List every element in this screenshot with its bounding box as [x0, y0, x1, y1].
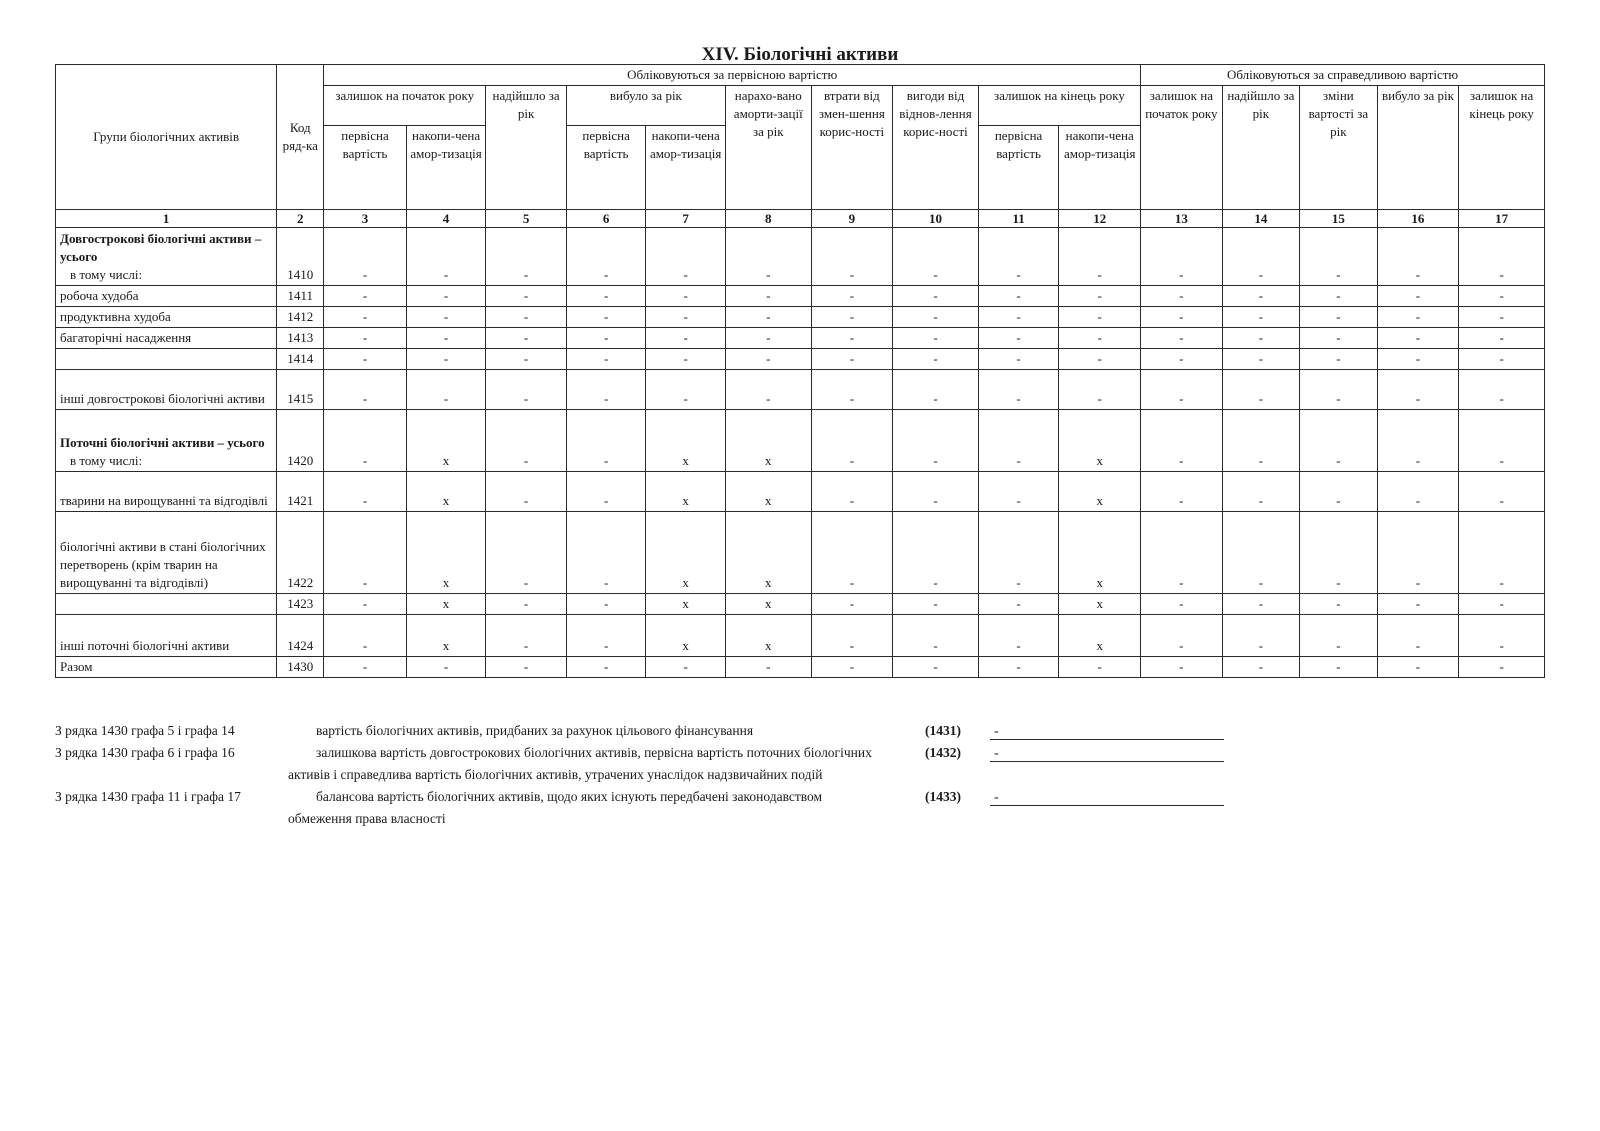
- column-number: 10: [893, 210, 979, 228]
- footnote-code: (1433): [925, 789, 961, 804]
- cell-value: -: [725, 307, 811, 328]
- cell-value: -: [646, 657, 726, 678]
- cell-value: -: [1141, 307, 1223, 328]
- cell-value: -: [978, 615, 1059, 657]
- cell-value: -: [1059, 286, 1141, 307]
- cell-value: -: [811, 228, 893, 286]
- cell-value: -: [1222, 307, 1300, 328]
- row-label-sub: в тому числі:: [70, 267, 143, 282]
- header-end-balance: залишок на кінець року: [978, 86, 1140, 126]
- cell-value: -: [725, 328, 811, 349]
- cell-value: -: [811, 615, 893, 657]
- cell-value: -: [1059, 349, 1141, 370]
- table-row: [56, 307, 1545, 328]
- column-number: 14: [1222, 210, 1300, 228]
- footnote-code: (1432): [925, 745, 961, 760]
- cell-value: -: [811, 657, 893, 678]
- footnotes: [55, 720, 1355, 830]
- cell-value: -: [1300, 615, 1378, 657]
- cell-value: -: [1141, 472, 1223, 512]
- header-disposed: вибуло за рік: [566, 86, 725, 126]
- cell-value: -: [978, 286, 1059, 307]
- cell-value: -: [725, 286, 811, 307]
- cell-value: -: [1059, 228, 1141, 286]
- row-code: 1420: [277, 410, 324, 472]
- cell-value: -: [646, 328, 726, 349]
- cell-value: х: [1059, 512, 1141, 594]
- cell-value: -: [566, 594, 646, 615]
- cell-value: -: [1377, 307, 1459, 328]
- cell-value: -: [1377, 370, 1459, 410]
- row-label: [56, 228, 277, 286]
- table-row: [56, 328, 1545, 349]
- cell-value: -: [811, 410, 893, 472]
- cell-value: х: [725, 410, 811, 472]
- table-row: [56, 410, 1545, 472]
- cell-value: -: [324, 410, 407, 472]
- header-fv-changes: зміни вартості за рік: [1300, 86, 1378, 210]
- cell-value: х: [1059, 472, 1141, 512]
- cell-value: -: [1141, 657, 1223, 678]
- cell-value: -: [893, 615, 979, 657]
- cell-value: -: [1141, 349, 1223, 370]
- cell-value: -: [1300, 594, 1378, 615]
- footnote-text: балансова вартість біологічних активів, щодо яких існують передбачені законодавством обмеження права власності: [288, 789, 823, 826]
- column-number: 12: [1059, 210, 1141, 228]
- cell-value: -: [1377, 286, 1459, 307]
- table-row: [56, 512, 1545, 594]
- row-label: багаторічні насадження: [56, 328, 277, 349]
- column-number: 9: [811, 210, 893, 228]
- footnote-text: залишкова вартість довгострокових біологічних активів, первісна вартість поточних біологічних активів і справедлива вартість біологічних активів, утрачених унаслідок надзвичайних подій: [288, 745, 872, 782]
- cell-value: -: [406, 228, 486, 286]
- cell-value: -: [406, 286, 486, 307]
- header-fv-received: надійшло за рік: [1222, 86, 1300, 210]
- cell-value: -: [1300, 228, 1378, 286]
- cell-value: х: [725, 512, 811, 594]
- cell-value: -: [566, 657, 646, 678]
- footnote-value: -: [990, 720, 1224, 740]
- cell-value: -: [893, 370, 979, 410]
- footnote-value: -: [990, 742, 1224, 762]
- cell-value: -: [1222, 657, 1300, 678]
- cell-value: -: [725, 228, 811, 286]
- cell-value: -: [1377, 594, 1459, 615]
- cell-value: -: [1222, 615, 1300, 657]
- cell-value: -: [725, 370, 811, 410]
- row-label: продуктивна худоба: [56, 307, 277, 328]
- cell-value: х: [1059, 615, 1141, 657]
- cell-value: -: [811, 594, 893, 615]
- footnote-text: вартість біологічних активів, придбаних за рахунок цільового фінансування: [316, 723, 754, 738]
- row-label: Разом: [56, 657, 277, 678]
- footnote-description: [288, 720, 888, 742]
- cell-value: -: [406, 349, 486, 370]
- cell-value: -: [1377, 328, 1459, 349]
- cell-value: -: [893, 472, 979, 512]
- header-amort-charged: нарахо-вано аморти-зації за рік: [725, 86, 811, 210]
- row-label-sub: в тому числі:: [70, 453, 143, 468]
- cell-value: -: [978, 370, 1059, 410]
- column-numbers-row: [56, 210, 1545, 228]
- cell-value: -: [978, 307, 1059, 328]
- cell-value: -: [1141, 286, 1223, 307]
- column-number: 8: [725, 210, 811, 228]
- cell-value: -: [1459, 286, 1545, 307]
- header-initial-value: первісна вартість: [566, 126, 646, 210]
- cell-value: -: [893, 594, 979, 615]
- cell-value: -: [406, 657, 486, 678]
- cell-value: -: [486, 307, 567, 328]
- row-label: тварини на вирощуванні та відгодівлі: [56, 472, 277, 512]
- cell-value: -: [1300, 657, 1378, 678]
- cell-value: -: [486, 349, 567, 370]
- cell-value: -: [1222, 228, 1300, 286]
- column-number: 13: [1141, 210, 1223, 228]
- cell-value: -: [893, 349, 979, 370]
- header-initial-value: первісна вартість: [978, 126, 1059, 210]
- footnote-ref: З рядка 1430 графа 11 і графа 17: [55, 789, 241, 804]
- cell-value: -: [893, 512, 979, 594]
- cell-value: -: [1459, 512, 1545, 594]
- header-accum-amort: накопи-чена амор-тизація: [1059, 126, 1141, 210]
- cell-value: -: [1459, 370, 1545, 410]
- cell-value: х: [406, 615, 486, 657]
- cell-value: -: [646, 349, 726, 370]
- cell-value: -: [486, 286, 567, 307]
- cell-value: х: [725, 615, 811, 657]
- cell-value: -: [486, 410, 567, 472]
- footnote-ref: З рядка 1430 графа 5 і графа 14: [55, 723, 235, 738]
- footnote: [55, 786, 1355, 830]
- header-code: Код ряд-ка: [277, 65, 324, 210]
- header-initial-value: первісна вартість: [324, 126, 407, 210]
- cell-value: -: [1377, 472, 1459, 512]
- column-number: 1: [56, 210, 277, 228]
- cell-value: -: [811, 286, 893, 307]
- cell-value: -: [486, 328, 567, 349]
- column-number: 16: [1377, 210, 1459, 228]
- cell-value: -: [811, 328, 893, 349]
- cell-value: -: [486, 615, 567, 657]
- cell-value: -: [1459, 328, 1545, 349]
- cell-value: -: [1222, 410, 1300, 472]
- cell-value: -: [1459, 307, 1545, 328]
- cell-value: -: [978, 657, 1059, 678]
- header-accum-amort: накопи-чена амор-тизація: [646, 126, 726, 210]
- row-code: 1413: [277, 328, 324, 349]
- cell-value: -: [725, 349, 811, 370]
- cell-value: -: [1300, 307, 1378, 328]
- cell-value: -: [324, 370, 407, 410]
- row-label: [56, 410, 277, 472]
- cell-value: -: [486, 228, 567, 286]
- cell-value: х: [646, 615, 726, 657]
- column-number: 7: [646, 210, 726, 228]
- cell-value: -: [1059, 328, 1141, 349]
- cell-value: -: [646, 307, 726, 328]
- cell-value: -: [566, 410, 646, 472]
- row-label-total: Поточні біологічні активи – усього: [60, 435, 265, 450]
- cell-value: -: [486, 370, 567, 410]
- cell-value: -: [486, 512, 567, 594]
- header-fv-end: залишок на кінець року: [1459, 86, 1545, 210]
- cell-value: -: [1300, 410, 1378, 472]
- column-number: 15: [1300, 210, 1378, 228]
- cell-value: -: [1459, 228, 1545, 286]
- cell-value: -: [324, 512, 407, 594]
- cell-value: -: [1377, 228, 1459, 286]
- cell-value: -: [324, 286, 407, 307]
- cell-value: -: [1300, 349, 1378, 370]
- cell-value: -: [1141, 615, 1223, 657]
- row-code: 1421: [277, 472, 324, 512]
- table-row: [56, 370, 1545, 410]
- cell-value: -: [566, 512, 646, 594]
- header-accum-amort: накопи-чена амор-тизація: [406, 126, 486, 210]
- row-label: інші поточні біологічні активи: [56, 615, 277, 657]
- footnote-value: -: [990, 786, 1224, 806]
- cell-value: -: [646, 228, 726, 286]
- cell-value: -: [1377, 349, 1459, 370]
- cell-value: -: [646, 286, 726, 307]
- cell-value: -: [1459, 410, 1545, 472]
- cell-value: х: [406, 472, 486, 512]
- cell-value: -: [1059, 307, 1141, 328]
- column-number: 17: [1459, 210, 1545, 228]
- column-number: 4: [406, 210, 486, 228]
- column-number: 5: [486, 210, 567, 228]
- header-fv-disposed: вибуло за рік: [1377, 86, 1459, 210]
- page-title: XIV. Біологічні активи: [701, 44, 899, 65]
- row-code: 1412: [277, 307, 324, 328]
- cell-value: -: [646, 370, 726, 410]
- column-number: 2: [277, 210, 324, 228]
- table-row: [56, 472, 1545, 512]
- cell-value: -: [1459, 349, 1545, 370]
- header-fair-value: Обліковуються за справедливою вартістю: [1141, 65, 1545, 86]
- header-original-cost: Обліковуються за первісною вартістю: [324, 65, 1141, 86]
- cell-value: х: [646, 594, 726, 615]
- row-code: 1410: [277, 228, 324, 286]
- cell-value: -: [324, 228, 407, 286]
- cell-value: -: [1222, 370, 1300, 410]
- row-label: робоча худоба: [56, 286, 277, 307]
- cell-value: -: [1141, 594, 1223, 615]
- column-number: 6: [566, 210, 646, 228]
- cell-value: -: [324, 472, 407, 512]
- row-code: 1414: [277, 349, 324, 370]
- cell-value: -: [1141, 328, 1223, 349]
- cell-value: -: [324, 615, 407, 657]
- table-row: [56, 594, 1545, 615]
- row-code: 1423: [277, 594, 324, 615]
- cell-value: -: [1377, 512, 1459, 594]
- table-row: [56, 286, 1545, 307]
- column-number: 11: [978, 210, 1059, 228]
- row-code: 1411: [277, 286, 324, 307]
- cell-value: -: [486, 657, 567, 678]
- cell-value: -: [1300, 472, 1378, 512]
- cell-value: -: [1377, 615, 1459, 657]
- cell-value: -: [978, 349, 1059, 370]
- cell-value: -: [324, 657, 407, 678]
- biological-assets-table: [55, 64, 1545, 678]
- cell-value: -: [1300, 370, 1378, 410]
- cell-value: -: [1300, 286, 1378, 307]
- cell-value: -: [978, 410, 1059, 472]
- cell-value: -: [566, 286, 646, 307]
- cell-value: х: [725, 594, 811, 615]
- row-label: [56, 349, 277, 370]
- cell-value: -: [1141, 228, 1223, 286]
- cell-value: -: [1222, 594, 1300, 615]
- cell-value: -: [893, 410, 979, 472]
- header-begin-balance: залишок на початок року: [324, 86, 486, 126]
- cell-value: х: [646, 472, 726, 512]
- cell-value: х: [1059, 594, 1141, 615]
- cell-value: -: [893, 228, 979, 286]
- cell-value: х: [725, 472, 811, 512]
- cell-value: -: [324, 328, 407, 349]
- row-code: 1415: [277, 370, 324, 410]
- cell-value: -: [566, 615, 646, 657]
- footnote-ref: З рядка 1430 графа 6 і графа 16: [55, 745, 235, 760]
- cell-value: -: [1222, 328, 1300, 349]
- cell-value: -: [1459, 472, 1545, 512]
- cell-value: х: [406, 594, 486, 615]
- row-code: 1424: [277, 615, 324, 657]
- table-row: [56, 349, 1545, 370]
- cell-value: -: [811, 370, 893, 410]
- cell-value: -: [1222, 512, 1300, 594]
- cell-value: х: [1059, 410, 1141, 472]
- cell-value: х: [406, 512, 486, 594]
- cell-value: -: [324, 594, 407, 615]
- header-groups: Групи біологічних активів: [56, 65, 277, 210]
- cell-value: х: [406, 410, 486, 472]
- cell-value: -: [1059, 370, 1141, 410]
- cell-value: -: [1300, 512, 1378, 594]
- cell-value: -: [1459, 594, 1545, 615]
- cell-value: -: [1300, 328, 1378, 349]
- row-code: 1422: [277, 512, 324, 594]
- footnote-code: (1431): [925, 723, 961, 738]
- cell-value: -: [978, 472, 1059, 512]
- column-number: 3: [324, 210, 407, 228]
- cell-value: -: [566, 349, 646, 370]
- cell-value: -: [811, 349, 893, 370]
- header-received: надійшло за рік: [486, 86, 567, 210]
- cell-value: -: [1141, 370, 1223, 410]
- row-label: біологічні активи в стані біологічних перетворень (крім тварин на вирощуванні та відгодівлі): [56, 512, 277, 594]
- row-label: інші довгострокові біологічні активи: [56, 370, 277, 410]
- cell-value: -: [725, 657, 811, 678]
- header-impairment-gain: вигоди від віднов-лення корис-ності: [893, 86, 979, 210]
- row-code: 1430: [277, 657, 324, 678]
- cell-value: -: [1459, 615, 1545, 657]
- footnote: [55, 742, 1355, 786]
- cell-value: -: [811, 307, 893, 328]
- table-row: [56, 657, 1545, 678]
- cell-value: -: [486, 472, 567, 512]
- footnote-description: [288, 742, 888, 786]
- cell-value: -: [486, 594, 567, 615]
- cell-value: -: [978, 228, 1059, 286]
- cell-value: -: [811, 472, 893, 512]
- cell-value: -: [893, 328, 979, 349]
- cell-value: -: [1059, 657, 1141, 678]
- cell-value: -: [893, 286, 979, 307]
- table-row: [56, 615, 1545, 657]
- cell-value: -: [1222, 472, 1300, 512]
- cell-value: -: [324, 307, 407, 328]
- cell-value: -: [1222, 286, 1300, 307]
- cell-value: -: [566, 370, 646, 410]
- cell-value: -: [1377, 657, 1459, 678]
- cell-value: -: [406, 370, 486, 410]
- cell-value: -: [566, 328, 646, 349]
- cell-value: -: [566, 307, 646, 328]
- row-label-total: Довгострокові біологічні активи – усього: [60, 231, 262, 264]
- cell-value: -: [1377, 410, 1459, 472]
- cell-value: х: [646, 512, 726, 594]
- cell-value: -: [893, 657, 979, 678]
- table-row: [56, 228, 1545, 286]
- cell-value: -: [978, 328, 1059, 349]
- cell-value: -: [1141, 410, 1223, 472]
- cell-value: -: [978, 512, 1059, 594]
- footnote: [55, 720, 1355, 742]
- cell-value: -: [1459, 657, 1545, 678]
- cell-value: -: [978, 594, 1059, 615]
- cell-value: -: [324, 349, 407, 370]
- cell-value: -: [893, 307, 979, 328]
- header-fv-begin: залишок на початок року: [1141, 86, 1223, 210]
- cell-value: х: [646, 410, 726, 472]
- cell-value: -: [566, 472, 646, 512]
- row-label: [56, 594, 277, 615]
- cell-value: -: [1222, 349, 1300, 370]
- cell-value: -: [1141, 512, 1223, 594]
- cell-value: -: [406, 328, 486, 349]
- footnote-description: [288, 786, 888, 830]
- cell-value: -: [811, 512, 893, 594]
- cell-value: -: [406, 307, 486, 328]
- header-impairment: втрати від змен-шення корис-ності: [811, 86, 893, 210]
- cell-value: -: [566, 228, 646, 286]
